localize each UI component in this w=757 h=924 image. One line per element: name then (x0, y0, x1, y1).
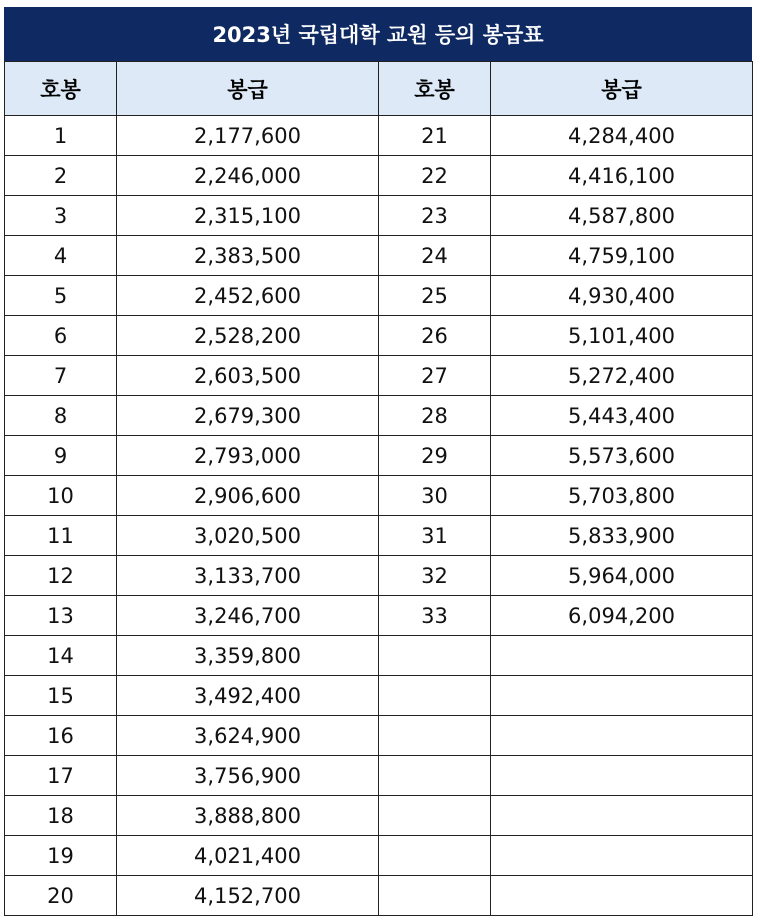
step-cell (379, 636, 491, 676)
table-row (5, 516, 753, 556)
salary-cell: 4,152,700 (117, 876, 379, 916)
step-cell: 26 (379, 316, 491, 356)
step-cell: 15 (5, 676, 117, 716)
step-cell: 12 (5, 556, 117, 596)
salary-cell: 3,756,900 (117, 756, 379, 796)
salary-cell: 5,272,400 (491, 356, 753, 396)
header-salary-left: 봉급 (117, 62, 379, 116)
salary-cell: 4,284,400 (491, 116, 753, 156)
table-row (5, 156, 753, 196)
table-row (5, 476, 753, 516)
step-cell: 11 (5, 516, 117, 556)
salary-cell: 5,703,800 (491, 476, 753, 516)
table-row (5, 116, 753, 156)
salary-cell: 2,315,100 (117, 196, 379, 236)
table-title: 2023년 국립대학 교원 등의 봉급표 (4, 7, 752, 61)
header-row (5, 62, 753, 116)
salary-cell: 3,133,700 (117, 556, 379, 596)
step-cell: 33 (379, 596, 491, 636)
table-row (5, 876, 753, 916)
salary-cell (491, 676, 753, 716)
salary-cell (491, 836, 753, 876)
table-row (5, 276, 753, 316)
table-row (5, 796, 753, 836)
table-row (5, 756, 753, 796)
salary-cell: 2,383,500 (117, 236, 379, 276)
salary-cell (491, 756, 753, 796)
step-cell: 19 (5, 836, 117, 876)
step-cell: 9 (5, 436, 117, 476)
salary-cell: 3,492,400 (117, 676, 379, 716)
step-cell: 22 (379, 156, 491, 196)
salary-cell: 5,964,000 (491, 556, 753, 596)
salary-cell: 4,930,400 (491, 276, 753, 316)
table-row (5, 236, 753, 276)
step-cell: 5 (5, 276, 117, 316)
header-step-left: 호봉 (5, 62, 117, 116)
step-cell: 1 (5, 116, 117, 156)
table-row (5, 836, 753, 876)
table-row (5, 556, 753, 596)
salary-table (4, 61, 753, 916)
step-cell (379, 796, 491, 836)
step-cell: 14 (5, 636, 117, 676)
table-row (5, 596, 753, 636)
step-cell (379, 756, 491, 796)
salary-cell: 5,443,400 (491, 396, 753, 436)
salary-cell: 3,624,900 (117, 716, 379, 756)
table-row (5, 676, 753, 716)
step-cell: 2 (5, 156, 117, 196)
salary-cell: 2,679,300 (117, 396, 379, 436)
salary-cell (491, 796, 753, 836)
salary-table-container (4, 7, 752, 916)
step-cell: 8 (5, 396, 117, 436)
salary-cell: 2,246,000 (117, 156, 379, 196)
salary-cell: 4,759,100 (491, 236, 753, 276)
salary-cell: 5,833,900 (491, 516, 753, 556)
salary-cell: 4,416,100 (491, 156, 753, 196)
header-salary-right: 봉급 (491, 62, 753, 116)
step-cell: 10 (5, 476, 117, 516)
salary-cell: 3,359,800 (117, 636, 379, 676)
step-cell: 3 (5, 196, 117, 236)
step-cell: 16 (5, 716, 117, 756)
step-cell (379, 676, 491, 716)
step-cell: 18 (5, 796, 117, 836)
salary-cell (491, 876, 753, 916)
step-cell: 31 (379, 516, 491, 556)
table-row (5, 716, 753, 756)
salary-cell: 5,101,400 (491, 316, 753, 356)
header-step-right: 호봉 (379, 62, 491, 116)
step-cell: 17 (5, 756, 117, 796)
step-cell: 27 (379, 356, 491, 396)
salary-cell (491, 636, 753, 676)
table-row (5, 356, 753, 396)
table-row (5, 636, 753, 676)
step-cell (379, 716, 491, 756)
step-cell: 6 (5, 316, 117, 356)
step-cell (379, 876, 491, 916)
step-cell: 21 (379, 116, 491, 156)
salary-cell: 3,888,800 (117, 796, 379, 836)
step-cell: 30 (379, 476, 491, 516)
salary-cell: 4,587,800 (491, 196, 753, 236)
step-cell: 23 (379, 196, 491, 236)
step-cell: 7 (5, 356, 117, 396)
salary-cell: 2,906,600 (117, 476, 379, 516)
step-cell: 13 (5, 596, 117, 636)
salary-cell (491, 716, 753, 756)
step-cell: 24 (379, 236, 491, 276)
step-cell: 4 (5, 236, 117, 276)
table-row (5, 436, 753, 476)
salary-cell: 2,528,200 (117, 316, 379, 356)
step-cell: 28 (379, 396, 491, 436)
salary-cell: 4,021,400 (117, 836, 379, 876)
salary-cell: 3,246,700 (117, 596, 379, 636)
salary-cell: 3,020,500 (117, 516, 379, 556)
salary-cell: 5,573,600 (491, 436, 753, 476)
step-cell: 29 (379, 436, 491, 476)
table-row (5, 316, 753, 356)
salary-cell: 2,603,500 (117, 356, 379, 396)
salary-cell: 2,793,000 (117, 436, 379, 476)
table-row (5, 396, 753, 436)
table-row (5, 196, 753, 236)
step-cell: 25 (379, 276, 491, 316)
step-cell (379, 836, 491, 876)
salary-cell: 6,094,200 (491, 596, 753, 636)
salary-cell: 2,177,600 (117, 116, 379, 156)
step-cell: 20 (5, 876, 117, 916)
step-cell: 32 (379, 556, 491, 596)
salary-cell: 2,452,600 (117, 276, 379, 316)
